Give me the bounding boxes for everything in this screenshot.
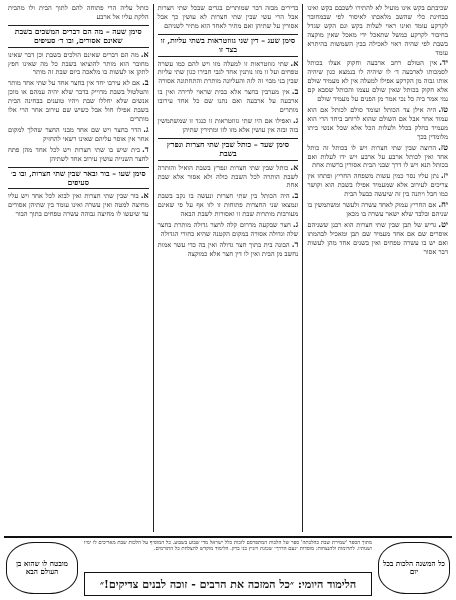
paragraph-number: יד. <box>439 57 448 68</box>
page-footer <box>4 536 452 598</box>
section-heading: סימן שעד – כותל שבין שתי חצרות ונפרץ בשבת <box>158 138 299 161</box>
paragraph-number: ב. <box>142 77 149 88</box>
paragraph <box>8 78 149 124</box>
paragraph-text: מה הם דברים שאינם הולכים בשבת וכן דבר שאינו מחובר הוא מותר להוציאו בשבת כל מה שאינו חפץ לתקן או לעשות בו מלאכה ביום שבת זה מותר <box>7 50 149 77</box>
paragraph <box>307 143 448 171</box>
paragraph-text: שכיבתם בקש אינו מועיל לא להתירו לשכבם בקש ואינו בבחינת כלי שהשב מלאכתו לאיסור לפי שבמחובר לקרקע עומד ואינו ראוי לעלות בקש וגם הקש שגדל בחיבור לקרקע כמשל שתאכל ידי מאכל שאין מוקצה בשבת לפי שהיה ראוי לאכילה בבין השמשות בהיתרא עומד <box>307 4 448 57</box>
paragraph <box>307 105 448 142</box>
paragraph-text: היה הכותל בין שתי חצרות ונעשה בו נקב בשבת ונמצאו שני החצרות פתוחות זו לזו אף על פי שאינם מעורבות מותרות שבת זו ואסורות לשבת הבאה <box>157 192 299 219</box>
paragraph-text: הבונה בית בתוך חצר גדולה ואין בה כדי עשר אמות נחשב מן הבית ואין לו דין חצר אלא כמוקצה <box>157 240 299 258</box>
paragraph-number: יח. <box>438 199 448 210</box>
paragraph-number: ב. <box>291 190 299 201</box>
paragraph <box>158 163 299 191</box>
paragraph-number: א. <box>290 161 299 172</box>
section-heading: סימן שעה – מה הם דברים המשכים בשבת שאינם אסורים, ובו ד׳ סעיפים <box>8 25 149 48</box>
paragraph <box>158 116 299 135</box>
text-columns <box>4 4 452 532</box>
paragraph-number: א. <box>290 57 299 68</box>
paragraph-text: כותל עליה הרי פתוחה להם לתוך הבית ולו מהבית הלקת עליו אל ארבע <box>7 4 149 21</box>
paragraph <box>8 145 149 164</box>
paragraph-text: אין הטולם רחב ארבעה וחקוק אצלו בכותל לסמכותו לארבעה ד׳ לו שיהיה לו בנמצא כגון שיהיה אותו גבוה מן הקרקע אפילו למעלה אין לא מעמיד שולם אלא חקוק בכותל שאין שולם עצמו והכותל שסבא קם נמי אמר ביה כל נכי אמר מן הפנים על מעמיד שולם <box>307 59 448 104</box>
paragraph <box>158 4 299 31</box>
logo-seal-right: כל המשנה הלכות בכל יום <box>378 542 450 594</box>
paragraph-text: הדר בחצר ויש שם אחד מבני החצר שהלך למקום אחר אין אוסר עליהם שאינו רשאי להחזיק <box>7 125 149 143</box>
paragraph-text: בית שיש בו שתי חצרות ויש לכל אחד מהן פתח לחצר השנייה עושין עירוב אחד לשתיהן <box>7 145 149 163</box>
paragraph <box>8 191 149 219</box>
paragraph <box>8 50 149 78</box>
paragraph-number: ד. <box>142 143 149 154</box>
footer-notes: מתוך הספר 'שמירת שבת כהלכתה' ספר של הלכות המתפרסם לזכות כלל ישראל מדי שבוע בשבוע. כל המוסיף על הלכות שבת מאריכים לו ימיו ושנותיו. לתרומות ולהנצחות: מוסדות ״נעם הדרך״ שכונת ויזניץ בני ברק. הלימוד מוקדש להצלחת כל התורמים. <box>84 540 372 553</box>
paragraph-text: אין מערבין בחצר אלא בבית שראוי לדירה ואין בו ארבעה על ארבעה ואם נתנו שם כל אחד עירובו מותרים <box>157 88 299 115</box>
paragraph <box>158 87 299 115</box>
paragraph <box>307 220 448 257</box>
paragraph <box>8 4 149 22</box>
paragraph-text: אם החריץ עמוק לאחד עשרה ולעשר ומשתמשין בו שניהם ובלבד שלא ישאר עשרה בו מכאן <box>307 201 448 218</box>
paragraph-number: יט. <box>438 218 448 229</box>
paragraph <box>307 200 448 219</box>
paragraph-text: כותל שבין שתי חצרות ונפרץ בשבת הואיל והותרה לשבת הותרה לכל השבת כולה ולא אסור אלא שבת אחת <box>157 163 299 190</box>
paragraph <box>158 220 299 239</box>
paragraph <box>158 191 299 219</box>
paragraph-number: ג. <box>292 219 299 230</box>
logo-seal-left: מובטח לו שהוא בן העולם הבא <box>6 542 78 594</box>
paragraph-number: ג. <box>143 123 149 134</box>
paragraph-text: היה אילן צד הכותל ועומד סולם לכותל אם הוא עמוד אחר אבל אם השולם שהוא לרוחב ביחד הרי הוא מעמיד בחלק בכלל ולעלות הכל אלא שכל אנשי ביתו מלומדין בכך <box>307 105 448 141</box>
paragraph-number: יז. <box>440 170 448 181</box>
paragraph-number: טז. <box>438 141 448 152</box>
paragraph <box>307 4 448 57</box>
paragraph-number: ד. <box>291 238 299 249</box>
paragraph <box>307 171 448 199</box>
column-right <box>303 4 452 532</box>
paragraph <box>8 125 149 144</box>
paragraph <box>158 240 299 259</box>
footer-banner: הלימוד היומי: ״כל המזכה את הרבים - זוכה לבנים צדיקים!״ <box>84 572 372 596</box>
paragraph-text: נתן עליו נסר כמין עשות משפחה החריץ ופתחו אין צריכים לעירוב אלא שמעמיד אפילו בשבת הוא וקושר כמו חבל ויתנה בין זה שיעשה כבעל הבית <box>307 172 448 199</box>
paragraph <box>158 59 299 87</box>
paragraph <box>307 58 448 104</box>
section-heading: סימן שעג – דין שני גזוזטראות בשתי עליות, זו בצד זו <box>158 34 299 57</box>
paragraph-text: אם לא עירבו יחד אין בחצר אחד על שתי אחד מותר והטלטול בשבת מדוייק בדבר שלא יהיה עמהם או מוכן אנשים שלא יחללו שבת ויהיו טוענים בבחינה הבית בשבת אפילו חול אבל כשיש שם עירוב אחר הרי אלו מותרים <box>7 79 149 123</box>
paragraph-number: ב. <box>291 86 299 97</box>
paragraph-text: שתי גזוזטראות זו למעלה מזו ויש להם כמו עשרה טפחים ועל זו מזו נותנין אחד לגבי חבירו כגון שתי עליות שבין בני מבוי זה לזה והעליונה מותרת והתחתונה אסורה <box>157 59 299 86</box>
paragraph-number: א. <box>140 48 149 59</box>
paragraph-text: ואפילו אם היו שתי גזוזטראות זו כנגד זו שמשתמשין בזה ובזה אין עושין אלא מזו לזו ומתירין שתיהן <box>157 116 299 134</box>
column-left <box>4 4 154 532</box>
paragraph-number: טו. <box>438 103 448 114</box>
paragraph-text: בדירים מבזה דבר שמותרים בגדים שבכל שתי חצרות אבל הרי עשי שבין שתי חצרות לא עושין כך אבל אסורין על שתיהן ואם מתיר לאחד הוא מתיר לשניהם <box>157 4 299 30</box>
paragraph-text: הרוצה שבין שתי חצרות ויש לו בכותל זה כותל אחד ואין לכותל ארבע על ארבע ויש ידו לעלות ואם בכותל תנא ויש לו דרך שבני הבית אסורין ברשות אחת <box>307 143 448 170</box>
paragraph-text: בור שבין שתי חצרות ואין לבוא לכל אחד ויש עליו מחיצה למטה ואין עשרה ואינו עומד בין שתיהן אסורים עד שיעשו לו מחיצה גבוהה עשרה טפחים בתוך הבור <box>7 192 149 219</box>
paragraph-text: חצר שבקעה מדרום קלה לחצר גדולה מותרת בחצר שלה וגדולה אסורה במקום הקטנה שהיא כחורי הגדולה <box>157 221 299 238</box>
document-page <box>4 4 452 596</box>
section-heading: סימן שעו – בור ובאר שבין שתי חצרות, ובו ב׳ סעיפים <box>8 167 149 190</box>
paragraph-number: ג. <box>292 114 299 125</box>
column-middle <box>154 4 304 532</box>
paragraph-text: גדיש של תבן שבין שתי חצרות הוא רבנן ששניהם אוסרים שם אם אחד מעמיד שם תבן ומאכיל לבהמתו ואם יש בו עשרה טפחים ואין בשנים אחד מהן לעשות דבר אסור <box>307 220 448 256</box>
paragraph-number: א. <box>140 190 149 201</box>
